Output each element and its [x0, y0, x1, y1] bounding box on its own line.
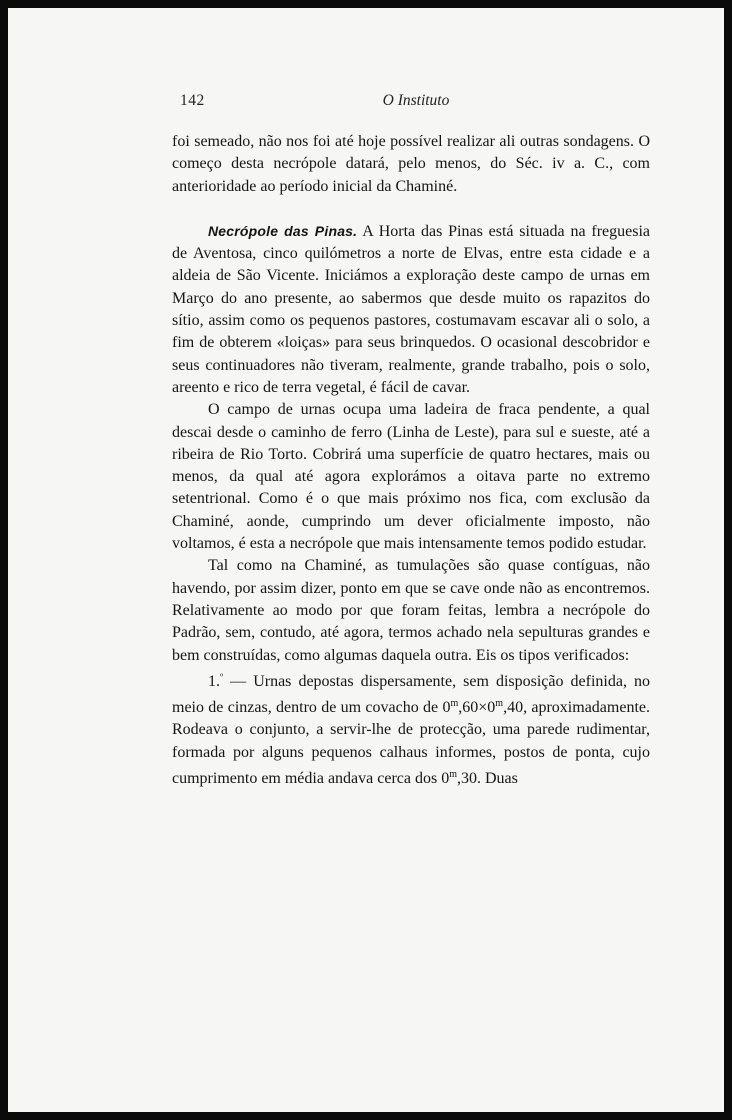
page-number: 142	[180, 92, 205, 109]
paragraph-continuation: foi semeado, não nos foi até hoje possível realizar ali outras sondagens. O começo desta necrópole datará, pelo menos, do Séc. iv a. C., com anterioridade ao período inicial da Chaminé.	[172, 133, 650, 195]
paragraph-text: ,30. Duas	[457, 770, 518, 788]
page-header	[180, 92, 660, 120]
paragraph-campo-urnas: O campo de urnas ocupa uma ladeira de fraca pendente, a qual descai desde o caminho de ferro (Linha de Leste), para sul e sueste, até a ribeira de Rio Torto. Cobrirá uma superfície de quatro hectares, mais ou menos, da qual até agora explorámos a oitava parte no extremo setentrional. Como é o que mais próximo nos fica, com exclusão da Chaminé, aonde, cumprindo um dever oficialmente imposto, não voltamos, é esta a necrópole que mais intensamente temos podido estudar.	[172, 401, 650, 553]
list-number: 1.	[208, 672, 220, 690]
paragraph-text: A Horta das Pinas está situada na freguesia de Aventosa, cinco quilómetros a norte de Elvas, entre esta cidade e a aldeia de São Vicente. Iniciámos a exploração deste campo de urnas em Março do ano presente, ao sabermos que desde muito os rapazitos do sítio, assim como os pequenos pastores, costumavam escavar ali o solo, a fim de obterem «loiças» para seus brinquedos. O ocasional descobridor e seus continuadores não tiveram, realmente, grande trabalho, pois o solo, areento e rico de terra vegetal, é fácil de cavar.	[172, 222, 651, 396]
paragraph-tumulacoes: Tal como na Chaminé, as tumulações são quase contíguas, não havendo, por assim dizer, ponto em que se cave onde não as encontremos. Relativamente ao modo por que foram feitas, lembra a necrópole do Padrão, sem, contudo, até agora, termos achado nela sepulturas grandes e bem construídas, como algumas daquela outra. Eis os tipos verificados:	[172, 557, 650, 664]
unit-sup: m	[495, 698, 504, 710]
unit-sup: m	[450, 698, 459, 710]
paragraph-text: ,40, aproximadamente. Rodeava o conjunto, a servir-lhe de protecção, uma parede rudimentar, formada por alguns pequenos calhaus informes, postos de ponta, cujo cumprimento em média andava cerca dos 0	[172, 699, 650, 788]
paragraph-text: — Urnas depostas dispersamente, sem disposição definida, no meio de cinzas, dentro de um covacho de 0	[172, 672, 650, 717]
section-heading: Necrópole das Pinas.	[208, 222, 358, 239]
paragraph-necropole-pinas	[172, 220, 650, 399]
unit-sup: m	[449, 769, 457, 781]
paragraph-tipo-1	[172, 667, 650, 790]
paragraph-text: ,60×0	[458, 699, 496, 717]
body-text	[172, 131, 650, 790]
running-title: O Instituto	[382, 92, 450, 109]
ordinal-sup: º	[220, 671, 224, 683]
